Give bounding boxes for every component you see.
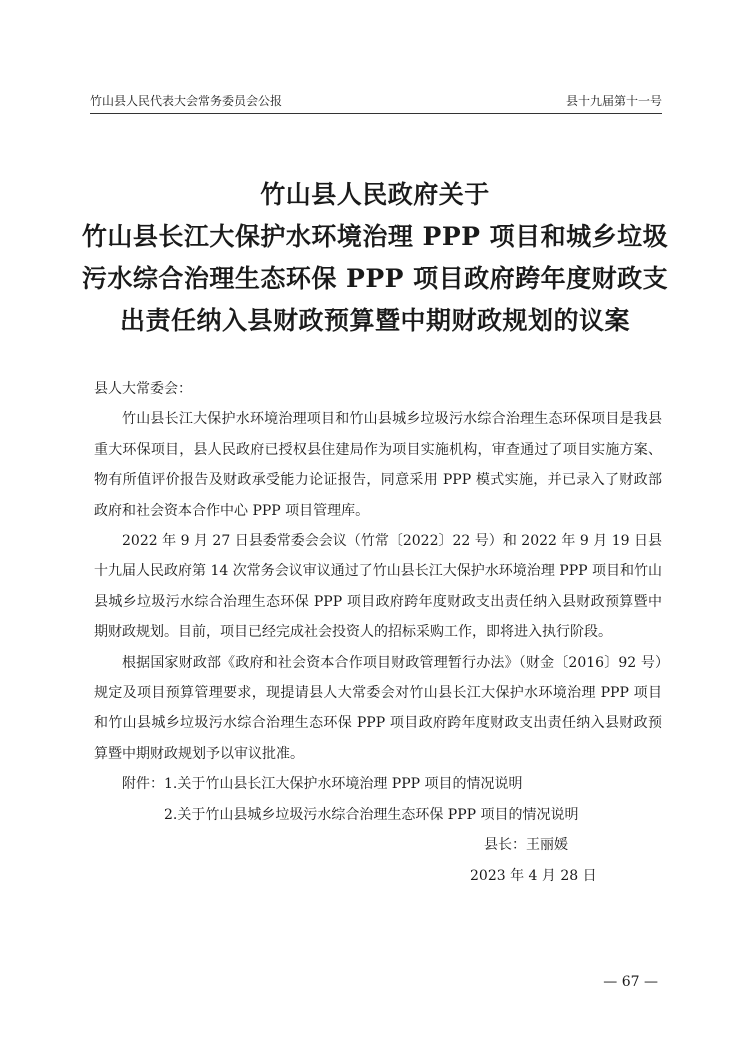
title-line-1: 竹山县人民政府关于 <box>260 180 490 209</box>
paragraph-2: 2022 年 9 月 27 日县委常委会会议（竹常〔2022〕22 号）和 2022 年 9 月 19 日县十九届人民政府第 14 次常务会议审议通过了竹山县长江大保护水环境治理 PPP 项目和竹山县城乡垃圾污水综合治理生态环保 PPP 项目政府跨年度财政支出责任纳入县财政预算暨中期财政规划。目前，项目已经完成社会投资人的招标采购工作，即将进入执行阶段。 <box>94 533 662 641</box>
signature: 县长：王丽媛 <box>484 837 568 854</box>
salutation: 县人大常委会： <box>94 381 192 397</box>
title-line-2: 竹山县长江大保护水环境治理 PPP 项目和城乡垃圾 <box>81 222 669 251</box>
title-line-3: 污水综合治理生态环保 PPP 项目政府跨年度财政支 <box>81 264 669 293</box>
document-date: 2023 年 4 月 28 日 <box>470 867 597 884</box>
title-line-4: 出责任纳入县财政预算暨中期财政规划的议案 <box>119 306 630 335</box>
header-issue-number: 县十九届第十一号 <box>565 94 662 108</box>
paragraph-3: 根据国家财政部《政府和社会资本合作项目财政管理暂行办法》（财金〔2016〕92 号）规定及项目预算管理要求，现提请县人大常委会对竹山县长江大保护水环境治理 PPP 项目和竹山县城乡垃圾污水综合治理生态环保 PPP 项目政府跨年度财政支出责任纳入县财政预算暨中期财政规划予以审议批准。 <box>94 654 662 762</box>
header-divider <box>90 113 662 114</box>
paragraph-1: 竹山县长江大保护水环境治理项目和竹山县城乡垃圾污水综合治理生态环保项目是我县重大环保项目，县人民政府已授权县住建局作为项目实施机构，审查通过了项目实施方案、物有所值评价报告及财政承受能力论证报告，同意采用 PPP 模式实施，并已录入了财政部政府和社会资本合作中心 PPP 项目管理库。 <box>94 411 662 519</box>
attachment-1: 附件：1.关于竹山县长江大保护水环境治理 PPP 项目的情况说明 <box>122 776 523 793</box>
page-header <box>90 92 662 110</box>
page-number: — 67 — <box>603 974 658 990</box>
document-body <box>94 374 662 891</box>
document-title <box>70 174 680 342</box>
attachment-2: 2.关于竹山县城乡垃圾污水综合治理生态环保 PPP 项目的情况说明 <box>164 806 579 823</box>
header-publication-name: 竹山县人民代表大会常务委员会公报 <box>90 94 283 108</box>
